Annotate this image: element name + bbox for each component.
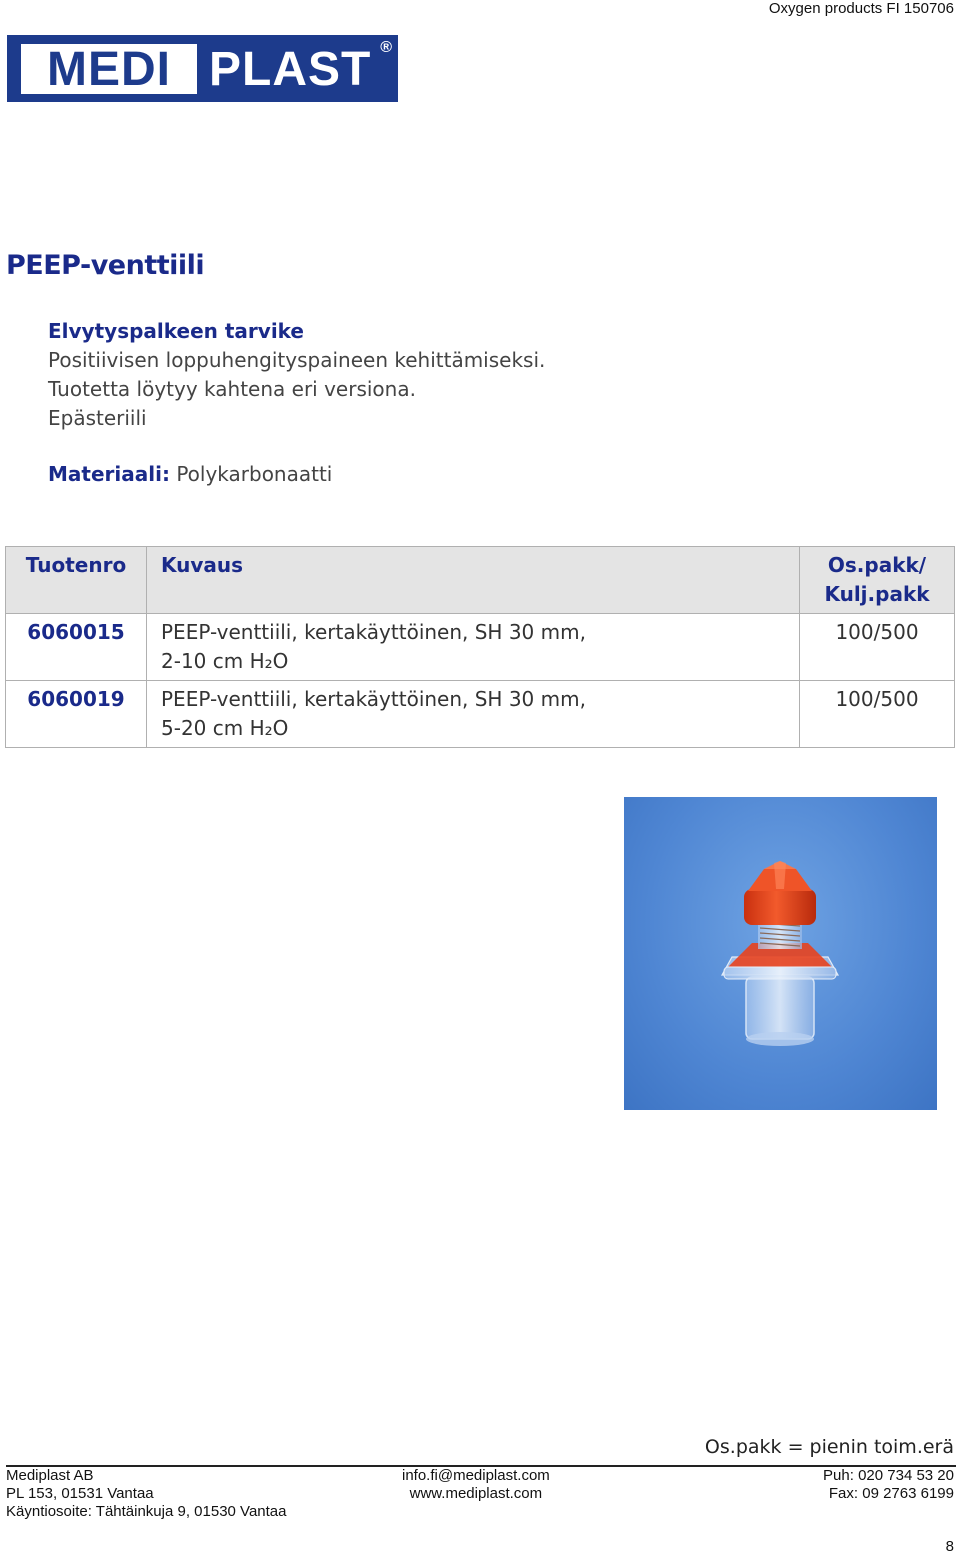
footer-email: info.fi@mediplast.com xyxy=(402,1467,550,1484)
header-packaging-line-1: Os.pakk/ xyxy=(827,553,927,577)
table-row xyxy=(6,681,955,748)
description-line-2: 5-20 cm H₂O xyxy=(161,716,289,740)
logo-text-medi: MEDI xyxy=(21,44,197,94)
intro-line-2: Tuotetta löytyy kahtena eri versiona. xyxy=(48,377,416,401)
product-description xyxy=(147,681,800,748)
mediplast-logo xyxy=(7,35,398,102)
description-line-2: 2-10 cm H₂O xyxy=(161,649,289,673)
product-number: 6060015 xyxy=(6,614,147,681)
header-packaging xyxy=(800,547,955,614)
footer-phone xyxy=(823,1467,954,1503)
logo-text-plast: PLAST xyxy=(209,42,372,96)
material-label: Materiaali: xyxy=(48,462,170,486)
header-packaging-line-2: Kulj.pakk xyxy=(824,582,930,606)
product-description xyxy=(147,614,800,681)
footer-visiting-address: Käyntiosoite: Tähtäinkuja 9, 01530 Vantaa xyxy=(6,1503,287,1520)
description-line-1: PEEP-venttiili, kertakäyttöinen, SH 30 mm, xyxy=(161,620,586,644)
footer-tel: Puh: 020 734 53 20 xyxy=(823,1467,954,1484)
footer-fax: Fax: 09 2763 6199 xyxy=(828,1485,954,1502)
product-photo xyxy=(624,797,937,1110)
product-table xyxy=(5,546,955,748)
registered-mark: ® xyxy=(380,39,392,56)
intro-line-1: Positiivisen loppuhengityspaineen kehittämiseksi. xyxy=(48,348,546,372)
footer-address xyxy=(6,1467,286,1521)
document-reference: Oxygen products FI 150706 xyxy=(768,0,954,17)
footer-company: Mediplast AB xyxy=(6,1467,94,1484)
page-title: PEEP-venttiili xyxy=(6,250,205,281)
product-subtitle: Elvytyspalkeen tarvike xyxy=(48,319,304,343)
page-number: 8 xyxy=(945,1538,954,1555)
footnote: Os.pakk = pienin toim.erä xyxy=(704,1436,954,1458)
packaging-value: 100/500 xyxy=(800,614,955,681)
footer-postal: PL 153, 01531 Vantaa xyxy=(6,1485,154,1502)
table-header-row xyxy=(6,547,955,614)
product-number: 6060019 xyxy=(6,681,147,748)
peep-valve-image xyxy=(624,797,937,1110)
material-value: Polykarbonaatti xyxy=(176,462,333,486)
packaging-value: 100/500 xyxy=(800,681,955,748)
table-row xyxy=(6,614,955,681)
description-line-1: PEEP-venttiili, kertakäyttöinen, SH 30 mm, xyxy=(161,687,586,711)
header-description: Kuvaus xyxy=(147,547,800,614)
footer-contact xyxy=(402,1467,550,1503)
material-line xyxy=(48,462,332,486)
footer-website: www.mediplast.com xyxy=(409,1485,543,1502)
header-product-number: Tuotenro xyxy=(6,547,147,614)
intro-line-3: Epästeriili xyxy=(48,406,147,430)
product-intro xyxy=(48,317,545,433)
